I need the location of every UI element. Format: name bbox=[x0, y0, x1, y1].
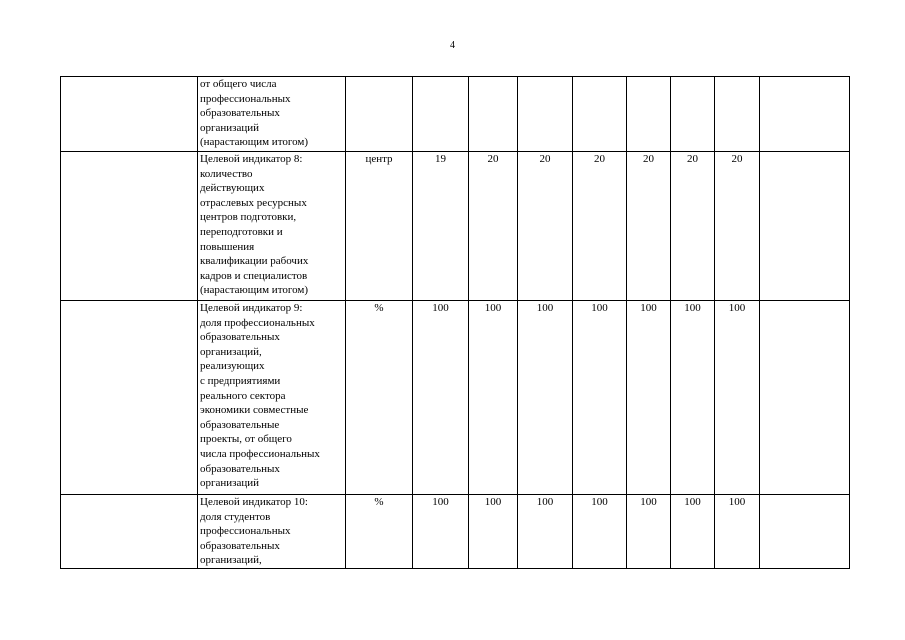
table-row bbox=[61, 152, 850, 301]
value-cell: 100 bbox=[627, 495, 671, 569]
indicator-description bbox=[198, 77, 346, 152]
value-cell bbox=[469, 77, 518, 152]
description-line: (нарастающим итогом) bbox=[200, 136, 309, 149]
description-line: квалификации рабочих bbox=[200, 255, 309, 268]
indicators-table bbox=[60, 76, 850, 569]
value-cell: 100 bbox=[627, 301, 671, 495]
description-line: с предприятиями bbox=[200, 374, 281, 387]
description-line: проекты, от общего bbox=[200, 433, 292, 446]
description-line: Целевой индикатор 10: bbox=[200, 496, 308, 508]
table-row bbox=[61, 495, 850, 569]
table-row bbox=[61, 301, 850, 495]
empty-cell bbox=[760, 152, 850, 301]
description-line: образовательных bbox=[200, 462, 280, 475]
description-line: образовательных bbox=[200, 107, 280, 120]
value-cell: 100 bbox=[469, 495, 518, 569]
value-cell: 100 bbox=[573, 495, 627, 569]
value-cell bbox=[715, 77, 760, 152]
value-cell: 100 bbox=[518, 301, 573, 495]
empty-cell bbox=[61, 77, 198, 152]
value-cell: 100 bbox=[715, 495, 760, 569]
empty-cell bbox=[760, 495, 850, 569]
page-number: 4 bbox=[450, 40, 455, 51]
value-cell: 100 bbox=[469, 301, 518, 495]
description-line: Целевой индикатор 8: bbox=[200, 153, 303, 165]
empty-cell bbox=[61, 152, 198, 301]
value-cell: 100 bbox=[671, 301, 715, 495]
value-cell: 19 bbox=[413, 152, 469, 301]
unit-cell: % bbox=[346, 495, 413, 569]
value-cell: 100 bbox=[573, 301, 627, 495]
indicator-description bbox=[198, 301, 346, 495]
description-line: профессиональных bbox=[200, 525, 291, 538]
description-line: (нарастающим итогом) bbox=[200, 284, 309, 297]
description-line: экономики совместные bbox=[200, 404, 309, 417]
description-line: доля студентов bbox=[200, 510, 271, 523]
value-cell bbox=[573, 77, 627, 152]
description-line: организаций, bbox=[200, 345, 262, 358]
value-cell bbox=[518, 77, 573, 152]
indicator-description bbox=[198, 495, 346, 569]
description-line: организаций, bbox=[200, 554, 262, 567]
description-line: Целевой индикатор 9: bbox=[200, 302, 303, 314]
description-line: реализующих bbox=[200, 360, 265, 373]
value-cell: 100 bbox=[413, 301, 469, 495]
description-line: числа профессиональных bbox=[200, 447, 320, 460]
description-line: образовательные bbox=[200, 418, 280, 431]
description-line: доля профессиональных bbox=[200, 316, 315, 329]
value-cell: 100 bbox=[413, 495, 469, 569]
unit-cell bbox=[346, 77, 413, 152]
description-line: количество bbox=[200, 167, 253, 180]
value-cell bbox=[413, 77, 469, 152]
description-line: от общего числа bbox=[200, 78, 277, 90]
empty-cell bbox=[61, 301, 198, 495]
value-cell: 100 bbox=[518, 495, 573, 569]
value-cell bbox=[671, 77, 715, 152]
empty-cell bbox=[760, 77, 850, 152]
value-cell bbox=[627, 77, 671, 152]
description-line: профессиональных bbox=[200, 92, 291, 105]
value-cell: 20 bbox=[627, 152, 671, 301]
description-line: образовательных bbox=[200, 331, 280, 344]
value-cell: 20 bbox=[671, 152, 715, 301]
value-cell: 100 bbox=[671, 495, 715, 569]
value-cell: 100 bbox=[715, 301, 760, 495]
description-line: центров подготовки, bbox=[200, 211, 297, 224]
description-line: отраслевых ресурсных bbox=[200, 196, 307, 209]
description-line: кадров и специалистов bbox=[200, 269, 308, 282]
unit-cell: % bbox=[346, 301, 413, 495]
description-line: действующих bbox=[200, 182, 265, 195]
value-cell: 20 bbox=[469, 152, 518, 301]
empty-cell bbox=[760, 301, 850, 495]
value-cell: 20 bbox=[518, 152, 573, 301]
value-cell: 20 bbox=[573, 152, 627, 301]
unit-cell: центр bbox=[346, 152, 413, 301]
indicator-description bbox=[198, 152, 346, 301]
description-line: организаций bbox=[200, 121, 260, 134]
empty-cell bbox=[61, 495, 198, 569]
table-row bbox=[61, 77, 850, 152]
description-line: образовательных bbox=[200, 539, 280, 552]
description-line: повышения bbox=[200, 240, 255, 253]
description-line: переподготовки и bbox=[200, 225, 283, 238]
value-cell: 20 bbox=[715, 152, 760, 301]
description-line: организаций bbox=[200, 477, 260, 490]
description-line: реального сектора bbox=[200, 389, 286, 402]
